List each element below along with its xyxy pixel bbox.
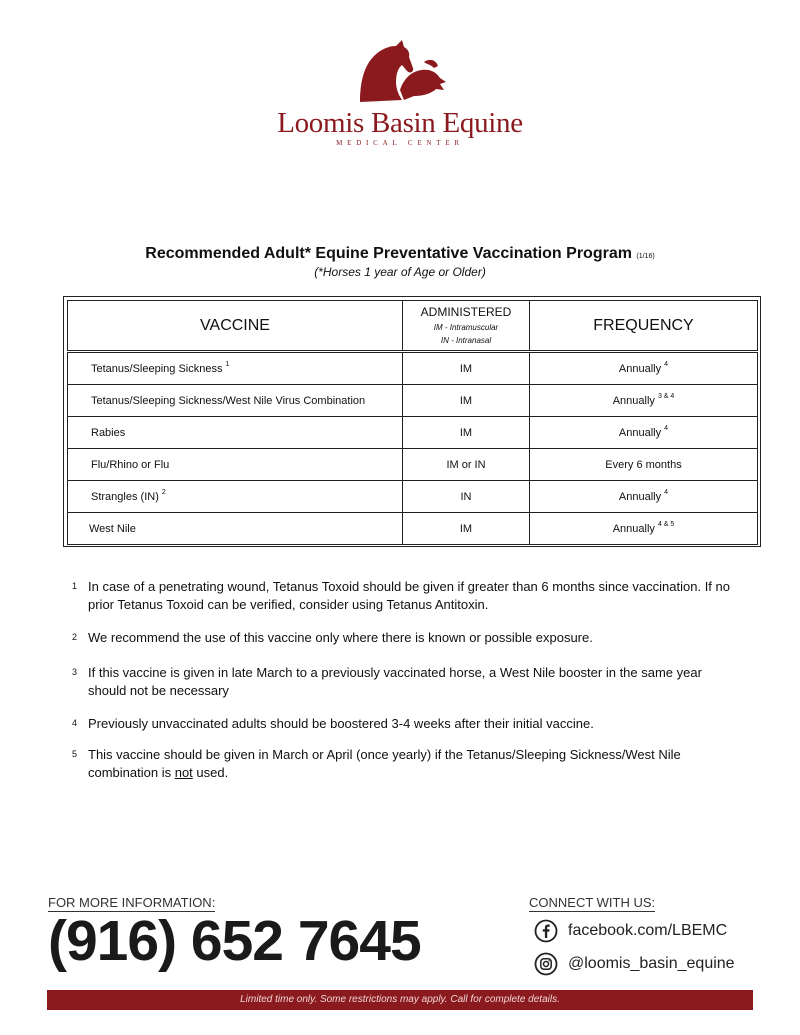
frequency-text: Annually [618, 490, 662, 503]
disclaimer-text: Limited time only. Some restrictions may apply. Call for complete details. [240, 994, 560, 1005]
table-row [68, 449, 758, 481]
footnote-number: 3 [72, 667, 78, 677]
footnote-text: Previously unvaccinated adults should be boostered 3-4 weeks after their initial vaccine. [88, 716, 594, 731]
footnote-number: 4 [72, 718, 78, 728]
instagram-icon [534, 952, 558, 976]
route-cell: IM [403, 513, 530, 545]
vaccine-cell [68, 449, 403, 481]
vaccine-name: Tetanus/Sleeping Sickness/West Nile Virus Combination [91, 394, 366, 407]
vaccine-name: Rabies [91, 426, 126, 439]
frequency-cell [530, 513, 758, 545]
vaccine-name: Flu/Rhino or Flu [91, 458, 170, 471]
vaccine-name: Tetanus/Sleeping Sickness [91, 362, 223, 375]
header-administered-label: ADMINISTERED [420, 304, 512, 319]
table-row [68, 352, 758, 385]
frequency-footnote-ref: 4 [664, 360, 669, 368]
vaccine-name: Strangles (IN) [91, 490, 159, 503]
header-administered [403, 301, 530, 352]
vaccine-name: West Nile [89, 522, 136, 535]
frequency-text: Annually [612, 394, 655, 407]
route-cell: IM [403, 352, 530, 385]
disclaimer-bar [47, 990, 753, 1010]
title-date: (1/16) [636, 253, 655, 260]
route-cell: IM or IN [403, 449, 530, 481]
info-label: FOR MORE INFORMATION: [48, 895, 216, 910]
connect-label: CONNECT WITH US: [529, 895, 656, 910]
facebook-handle: facebook.com/LBEMC [568, 922, 728, 939]
footnote-text: In case of a penetrating wound, Tetanus Toxoid should be given if greater than 6 months since vaccination. If no prior Tetanus Toxoid can be verified, consider using Tetanus Antitoxin. [88, 579, 730, 612]
footnote-number: 5 [72, 749, 78, 759]
table-row [68, 513, 758, 545]
header-in-note: IN - Intranasal [440, 335, 492, 345]
vaccine-cell [68, 481, 403, 513]
header-vaccine: VACCINE [68, 301, 403, 352]
frequency-footnote-ref: 4 & 5 [657, 520, 675, 528]
page-title [0, 245, 800, 263]
footnote-text-part: This vaccine should be given in March or April (once yearly) if the Tetanus/Sleeping Sickness/West Nile combination is [88, 747, 681, 780]
vaccine-cell [68, 417, 403, 449]
header-frequency: FREQUENCY [530, 301, 758, 352]
vaccine-cell [68, 513, 403, 545]
route-cell: IM [403, 385, 530, 417]
frequency-footnote-ref: 4 [664, 424, 669, 432]
footnote-underlined-word: not [174, 765, 193, 780]
footnote [72, 578, 732, 614]
facebook-icon [534, 919, 558, 943]
table-row [68, 385, 758, 417]
logo-name: Loomis Basin Equine [277, 107, 523, 139]
footnote-text [88, 746, 732, 782]
footnote-text-part: used. [192, 765, 229, 780]
frequency-footnote-ref: 3 & 4 [657, 392, 675, 400]
vaccine-cell [68, 352, 403, 385]
vaccine-cell [68, 385, 403, 417]
route-cell: IM [403, 417, 530, 449]
title-text: Recommended Adult* Equine Preventative Vaccination Program [145, 245, 632, 262]
vaccination-table [67, 300, 758, 545]
frequency-text: Annually [618, 362, 662, 375]
frequency-cell [530, 481, 758, 513]
footnote [72, 664, 732, 700]
instagram-handle: @loomis_basin_equine [568, 955, 735, 972]
frequency-footnote-ref: 4 [664, 488, 669, 496]
footnote-number: 2 [72, 632, 78, 642]
table-row [68, 417, 758, 449]
vaccine-footnote-ref: 2 [161, 488, 166, 496]
vaccine-footnote-ref: 1 [225, 360, 230, 368]
frequency-cell [530, 352, 758, 385]
table-header-row [68, 301, 758, 352]
footnote [72, 746, 732, 782]
footnote-text: If this vaccine is given in late March to a previously vaccinated horse, a West Nile booster in the same year should not be necessary [88, 665, 702, 698]
route-cell: IN [403, 481, 530, 513]
phone-number[interactable]: (916) 652 7645 [48, 909, 421, 973]
footnote [72, 629, 732, 647]
frequency-text: Every 6 months [605, 458, 682, 471]
frequency-cell [530, 449, 758, 481]
frequency-text: Annually [618, 426, 662, 439]
frequency-text: Annually [612, 522, 655, 535]
frequency-cell [530, 385, 758, 417]
footnote-text: We recommend the use of this vaccine only where there is known or possible exposure. [88, 630, 593, 645]
page-subtitle: (*Horses 1 year of Age or Older) [314, 265, 486, 279]
horse-logo-icon [350, 38, 450, 106]
logo [0, 38, 800, 106]
footnote-number: 1 [72, 581, 78, 591]
header-im-note: IM - Intramuscular [433, 322, 499, 332]
frequency-cell [530, 417, 758, 449]
footnote [72, 715, 732, 733]
table-row [68, 481, 758, 513]
logo-subtitle: MEDICAL CENTER [336, 139, 464, 147]
